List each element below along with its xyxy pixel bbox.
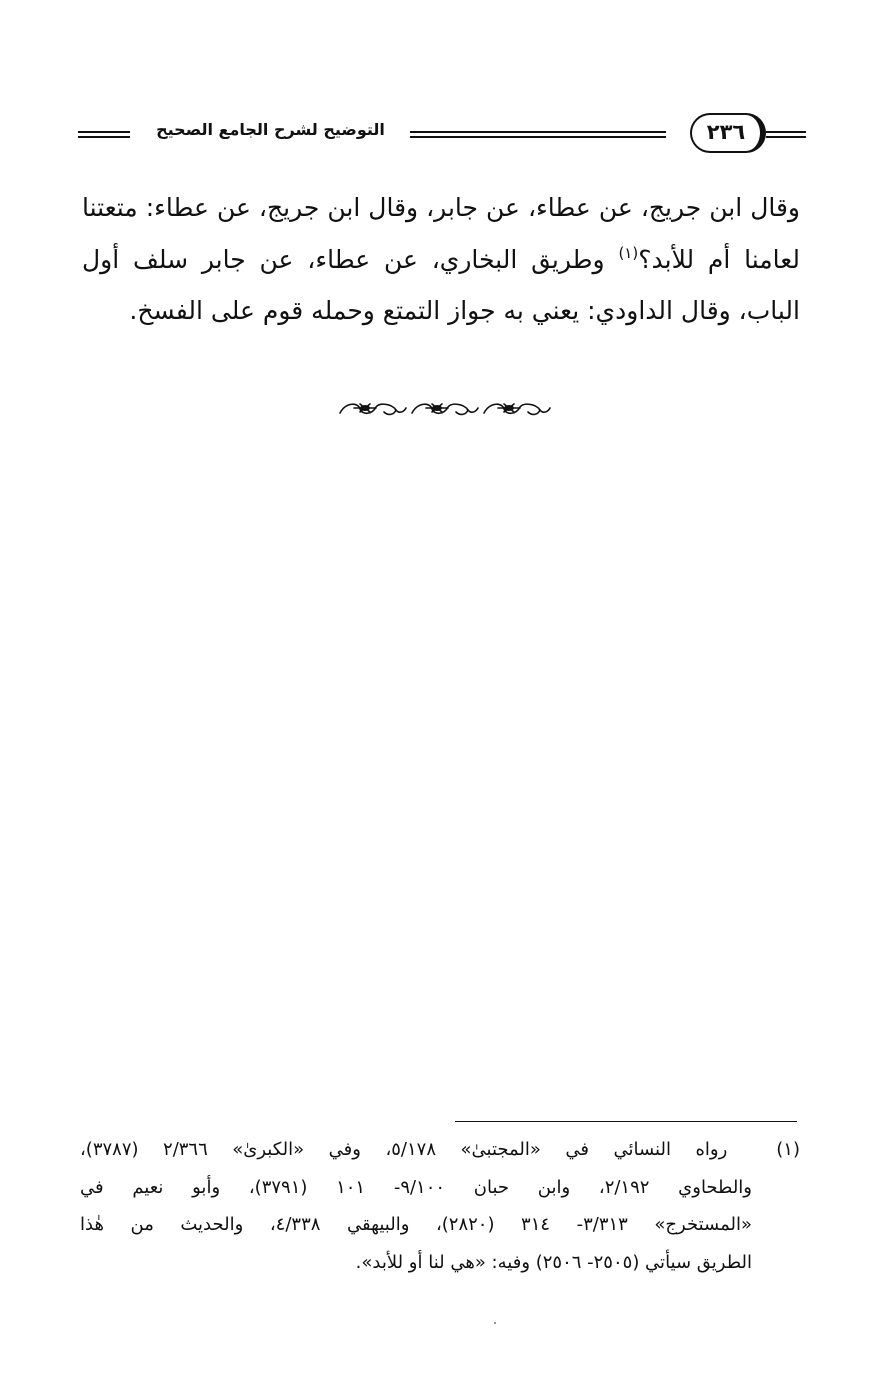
- ornament-unit: [412, 404, 478, 414]
- footnote-separator: [455, 1121, 797, 1122]
- ornament-unit: [484, 404, 550, 414]
- footnote-line: (١) رواه النسائي في «المجتبىٰ» ٥/١٧٨، وفي «الكبرىٰ» ٢/٣٦٦ (٣٧٨٧)،: [80, 1139, 800, 1160]
- footnote-line: والطحاوي ٢/١٩٢، وابن حبان ٩/١٠٠- ١٠١ (٣٧٩١)، وأبو نعيم في: [80, 1176, 752, 1198]
- ornament-unit: [340, 404, 406, 414]
- running-title: التوضيح لشرح الجامع الصحيح: [156, 120, 385, 139]
- header-rule-right: [766, 131, 806, 138]
- scan-speck: [494, 1322, 496, 1324]
- page-number: ٢٣٦: [690, 113, 766, 153]
- floral-divider-icon: [336, 398, 554, 420]
- main-text-after-note: وطريق البخاري، عن عطاء، عن جابر سلف أول الباب، وقال الداودي: يعني به جواز التمتع وحمله قوم على الفسخ.: [82, 244, 800, 325]
- main-text-before-note: وقال ابن جريج، عن عطاء، عن جابر، وقال ابن جريج، عن عطاء: متعتنا لعامنا أم للأبد؟: [82, 193, 800, 274]
- footnote-1: [80, 1131, 800, 1281]
- footnote-marker: (١): [776, 1139, 800, 1160]
- footnote-reference[interactable]: (١): [618, 243, 639, 262]
- footnote-line: الطريق سيأتي (٢٥٠٥- ٢٥٠٦) وفيه: «هي لنا أو للأبد».: [355, 1251, 752, 1273]
- running-header: [78, 112, 806, 158]
- header-rule-left: [78, 131, 130, 138]
- main-paragraph: [82, 182, 800, 337]
- header-rule-middle: [410, 131, 666, 138]
- footnote-line: «المستخرج» ٣/٣١٣- ٣١٤ (٢٨٢٠)، والبيهقي ٤/٣٣٨، والحديث من هٰذا: [80, 1214, 752, 1235]
